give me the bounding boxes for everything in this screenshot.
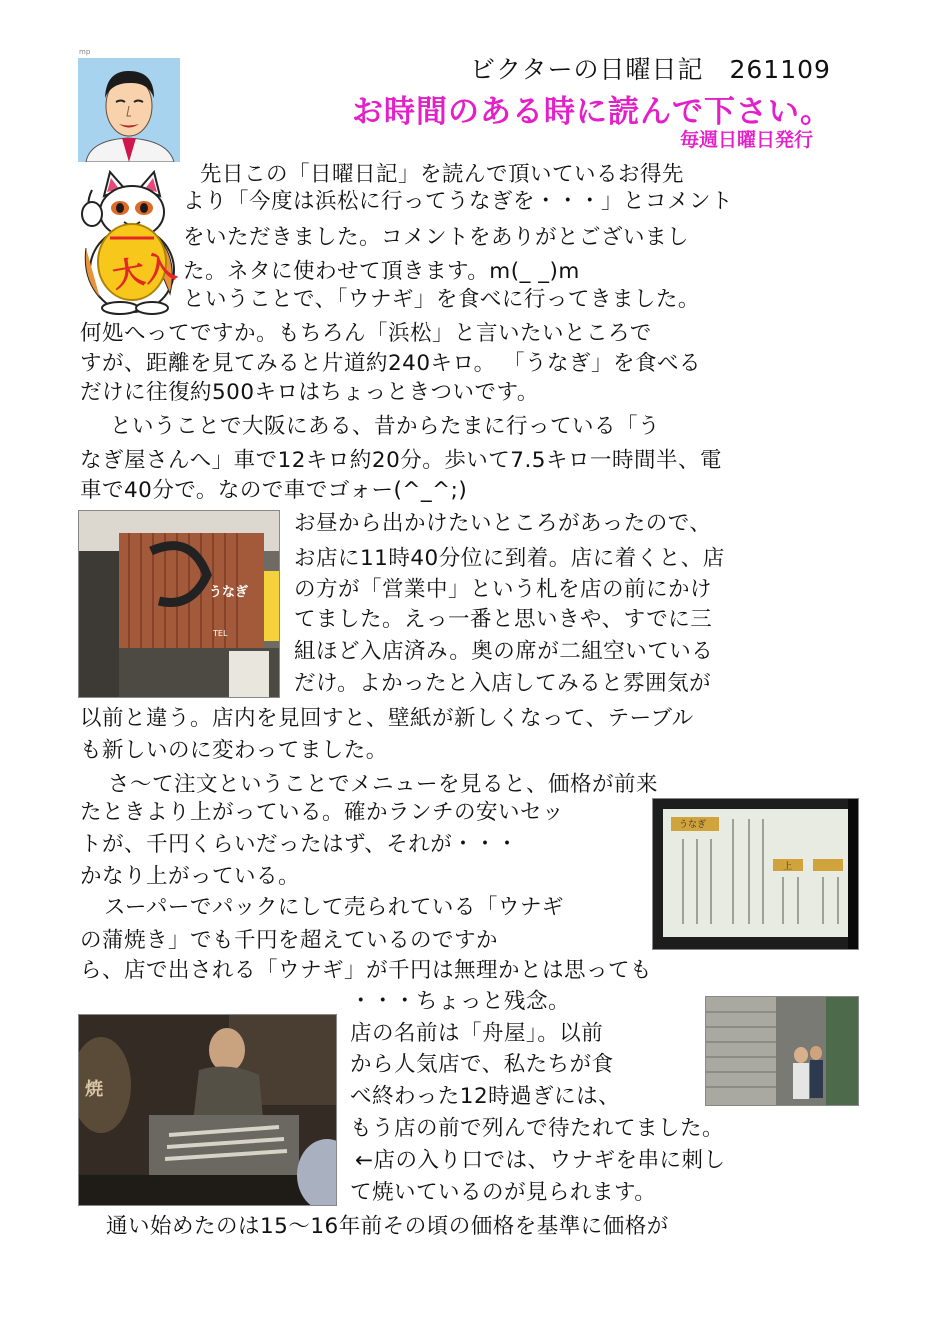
menu-label-a: うなぎ: [679, 820, 707, 830]
text-line: 先日この「日曜日記」を読んで頂いているお得先: [200, 162, 685, 187]
author-portrait: [78, 58, 180, 162]
shop-sign-text: うなぎ: [209, 585, 249, 600]
text-line: て焼いているのが見られます。: [350, 1180, 657, 1205]
menu-label-b: 上: [783, 862, 793, 872]
text-line: もう店の前で列んで待たれてました。: [350, 1116, 725, 1141]
lucky-badge-text: 大入: [109, 246, 180, 296]
text-line: ということで大阪にある、昔からたまに行っている「う: [110, 414, 661, 439]
text-line: ・・・ちょっと残念。: [350, 989, 571, 1014]
text-line: お昼から出かけたいところがあったので、: [294, 511, 712, 536]
menu-photo: [652, 798, 859, 950]
text-line: すが、距離を見てみると片道約240キロ。 「うなぎ」を食べる: [80, 351, 702, 376]
text-line: お店に11時40分位に到着。店に着くと、店: [294, 546, 725, 571]
text-line: だけ。よかったと入店してみると雰囲気が: [294, 671, 712, 696]
text-line: ←店の入り口では、ウナギを串に刺し: [355, 1148, 726, 1173]
text-line: 店の名前は「舟屋」。以前: [350, 1021, 604, 1046]
text-line: さ～て注文ということでメニューを見ると、価格が前来: [108, 772, 659, 797]
entrance-queue-photo: [705, 996, 859, 1106]
text-line: かなり上がっている。: [80, 864, 301, 889]
text-line: 何処へってですか。もちろん「浜松」と言いたいところで: [80, 321, 652, 346]
shop-front-photo: [78, 510, 280, 698]
text-line: 通い始めたのは15～16年前その頃の価格を基準に価格が: [106, 1214, 669, 1239]
text-line: をいただきました。コメントをありがとございまし: [183, 225, 690, 250]
text-line: も新しいのに変わってました。: [80, 738, 388, 763]
corner-mark: mp: [79, 48, 91, 56]
page-title: ビクターの日曜日記 261109: [470, 55, 831, 84]
text-line: 組ほど入店済み。奥の席が二組空いている: [294, 639, 714, 664]
text-line: 以前と違う。店内を見回すと、壁紙が新しくなって、テーブル: [80, 706, 694, 731]
text-line: スーパーでパックにして売られている「ウナギ: [104, 895, 564, 920]
text-line: た。ネタに使わせて頂きます。m(_ _)m: [183, 259, 580, 284]
text-line: ということで、「ウナギ」を食べに行ってきました。: [183, 287, 700, 312]
text-line: ら、店で出される「ウナギ」が千円は無理かとは思っても: [80, 958, 653, 983]
text-line: の方が「営業中」という札を店の前にかけ: [294, 577, 713, 602]
page-subtitle: お時間のある時に読んで下さい。: [352, 94, 832, 130]
text-line: より「今度は浜松に行ってうなぎを・・・」とコメント: [183, 189, 734, 214]
text-line: なぎ屋さんへ」車で12キロ約20分。歩いて7.5キロ一時間半、電: [80, 448, 722, 473]
text-line: だけに往復約500キロはちょっときついです。: [80, 380, 539, 405]
shop-tel-text: TEL: [213, 629, 228, 638]
text-line: べ終わった12時過ぎには、: [350, 1084, 621, 1109]
grilling-photo: [78, 1014, 337, 1206]
text-line: てました。えっ一番と思いきや、すでに三: [294, 607, 713, 632]
text-line: 車で40分で。なので車でゴォー(^_^;): [80, 478, 468, 503]
text-line: トが、千円くらいだったはず、それが・・・: [80, 832, 519, 857]
text-line: の蒲焼き」でも千円を超えているのですか: [80, 928, 499, 953]
grill-sign-text: 焼: [85, 1079, 103, 1100]
text-line: から人気店で、私たちが食: [350, 1052, 614, 1077]
text-line: たときより上がっている。確かランチの安いセッ: [80, 800, 565, 825]
issue-note: 毎週日曜日発行: [680, 129, 814, 151]
